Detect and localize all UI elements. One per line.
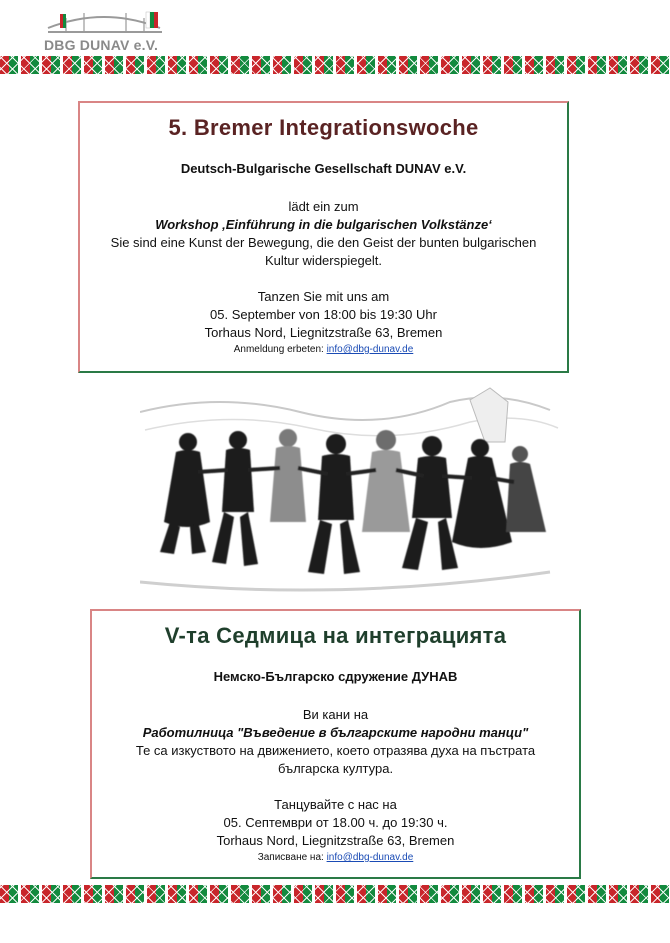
logo xyxy=(44,6,174,54)
bulgarian-desc-line-1: Те са изкуството на движението, което отразява духа на пъстрата xyxy=(135,743,536,758)
bulgarian-invitation-card xyxy=(90,609,581,879)
bulgarian-title: V-та Седмица на интеграцията xyxy=(164,623,507,648)
bulgarian-date: 05. Септември от 18.00 ч. до 19:30 ч. xyxy=(223,815,448,830)
german-place: Torhaus Nord, Liegnitzstraße 63, Bremen xyxy=(204,325,443,340)
german-registration-label: Anmeldung erbeten: xyxy=(233,344,324,355)
bulgarian-place: Torhaus Nord, Liegnitzstraße 63, Bremen xyxy=(216,833,455,848)
german-workshop-title: Workshop ‚Einführung in die bulgarischen Volkstänze‘ xyxy=(155,217,492,232)
bulgarian-registration xyxy=(92,850,579,866)
german-registration xyxy=(80,342,567,358)
bulgarian-desc-line-2: българска култура. xyxy=(277,761,394,776)
german-title: 5. Bremer Integrationswoche xyxy=(168,115,479,140)
bottom-decorative-border xyxy=(0,885,670,903)
bulgarian-org-name: Немско-Българско сдружение ДУНАВ xyxy=(213,669,458,684)
german-email-link[interactable]: info@dbg-dunav.de xyxy=(326,344,414,355)
bulgarian-dance-invite: Танцувайте с нас на xyxy=(274,797,397,812)
german-org-name: Deutsch-Bulgarische Gesellschaft DUNAV e.V. xyxy=(180,161,467,176)
german-invite-line: lädt ein zum xyxy=(288,199,359,214)
folk-dancers-illustration xyxy=(140,382,560,604)
german-desc-line-1: Sie sind eine Kunst der Bewegung, die den Geist der bunten bulgarischen xyxy=(110,235,537,250)
german-dance-invite: Tanzen Sie mit uns am xyxy=(257,289,390,304)
bulgarian-email-link[interactable]: info@dbg-dunav.de xyxy=(326,852,414,863)
german-desc-line-2: Kultur widerspiegelt. xyxy=(264,253,383,268)
logo-text: DBG DUNAV e.V. xyxy=(44,37,159,53)
german-invitation-card xyxy=(78,101,569,373)
bulgarian-registration-label: Записване на: xyxy=(257,852,324,863)
bulgarian-workshop-title: Работилница "Въведение в българските народни танци" xyxy=(142,725,529,740)
german-date: 05. September von 18:00 bis 19:30 Uhr xyxy=(210,307,437,322)
top-decorative-border xyxy=(0,56,670,74)
bridge-logo-icon xyxy=(44,6,174,38)
bulgarian-invite-line: Ви кани на xyxy=(302,707,369,722)
